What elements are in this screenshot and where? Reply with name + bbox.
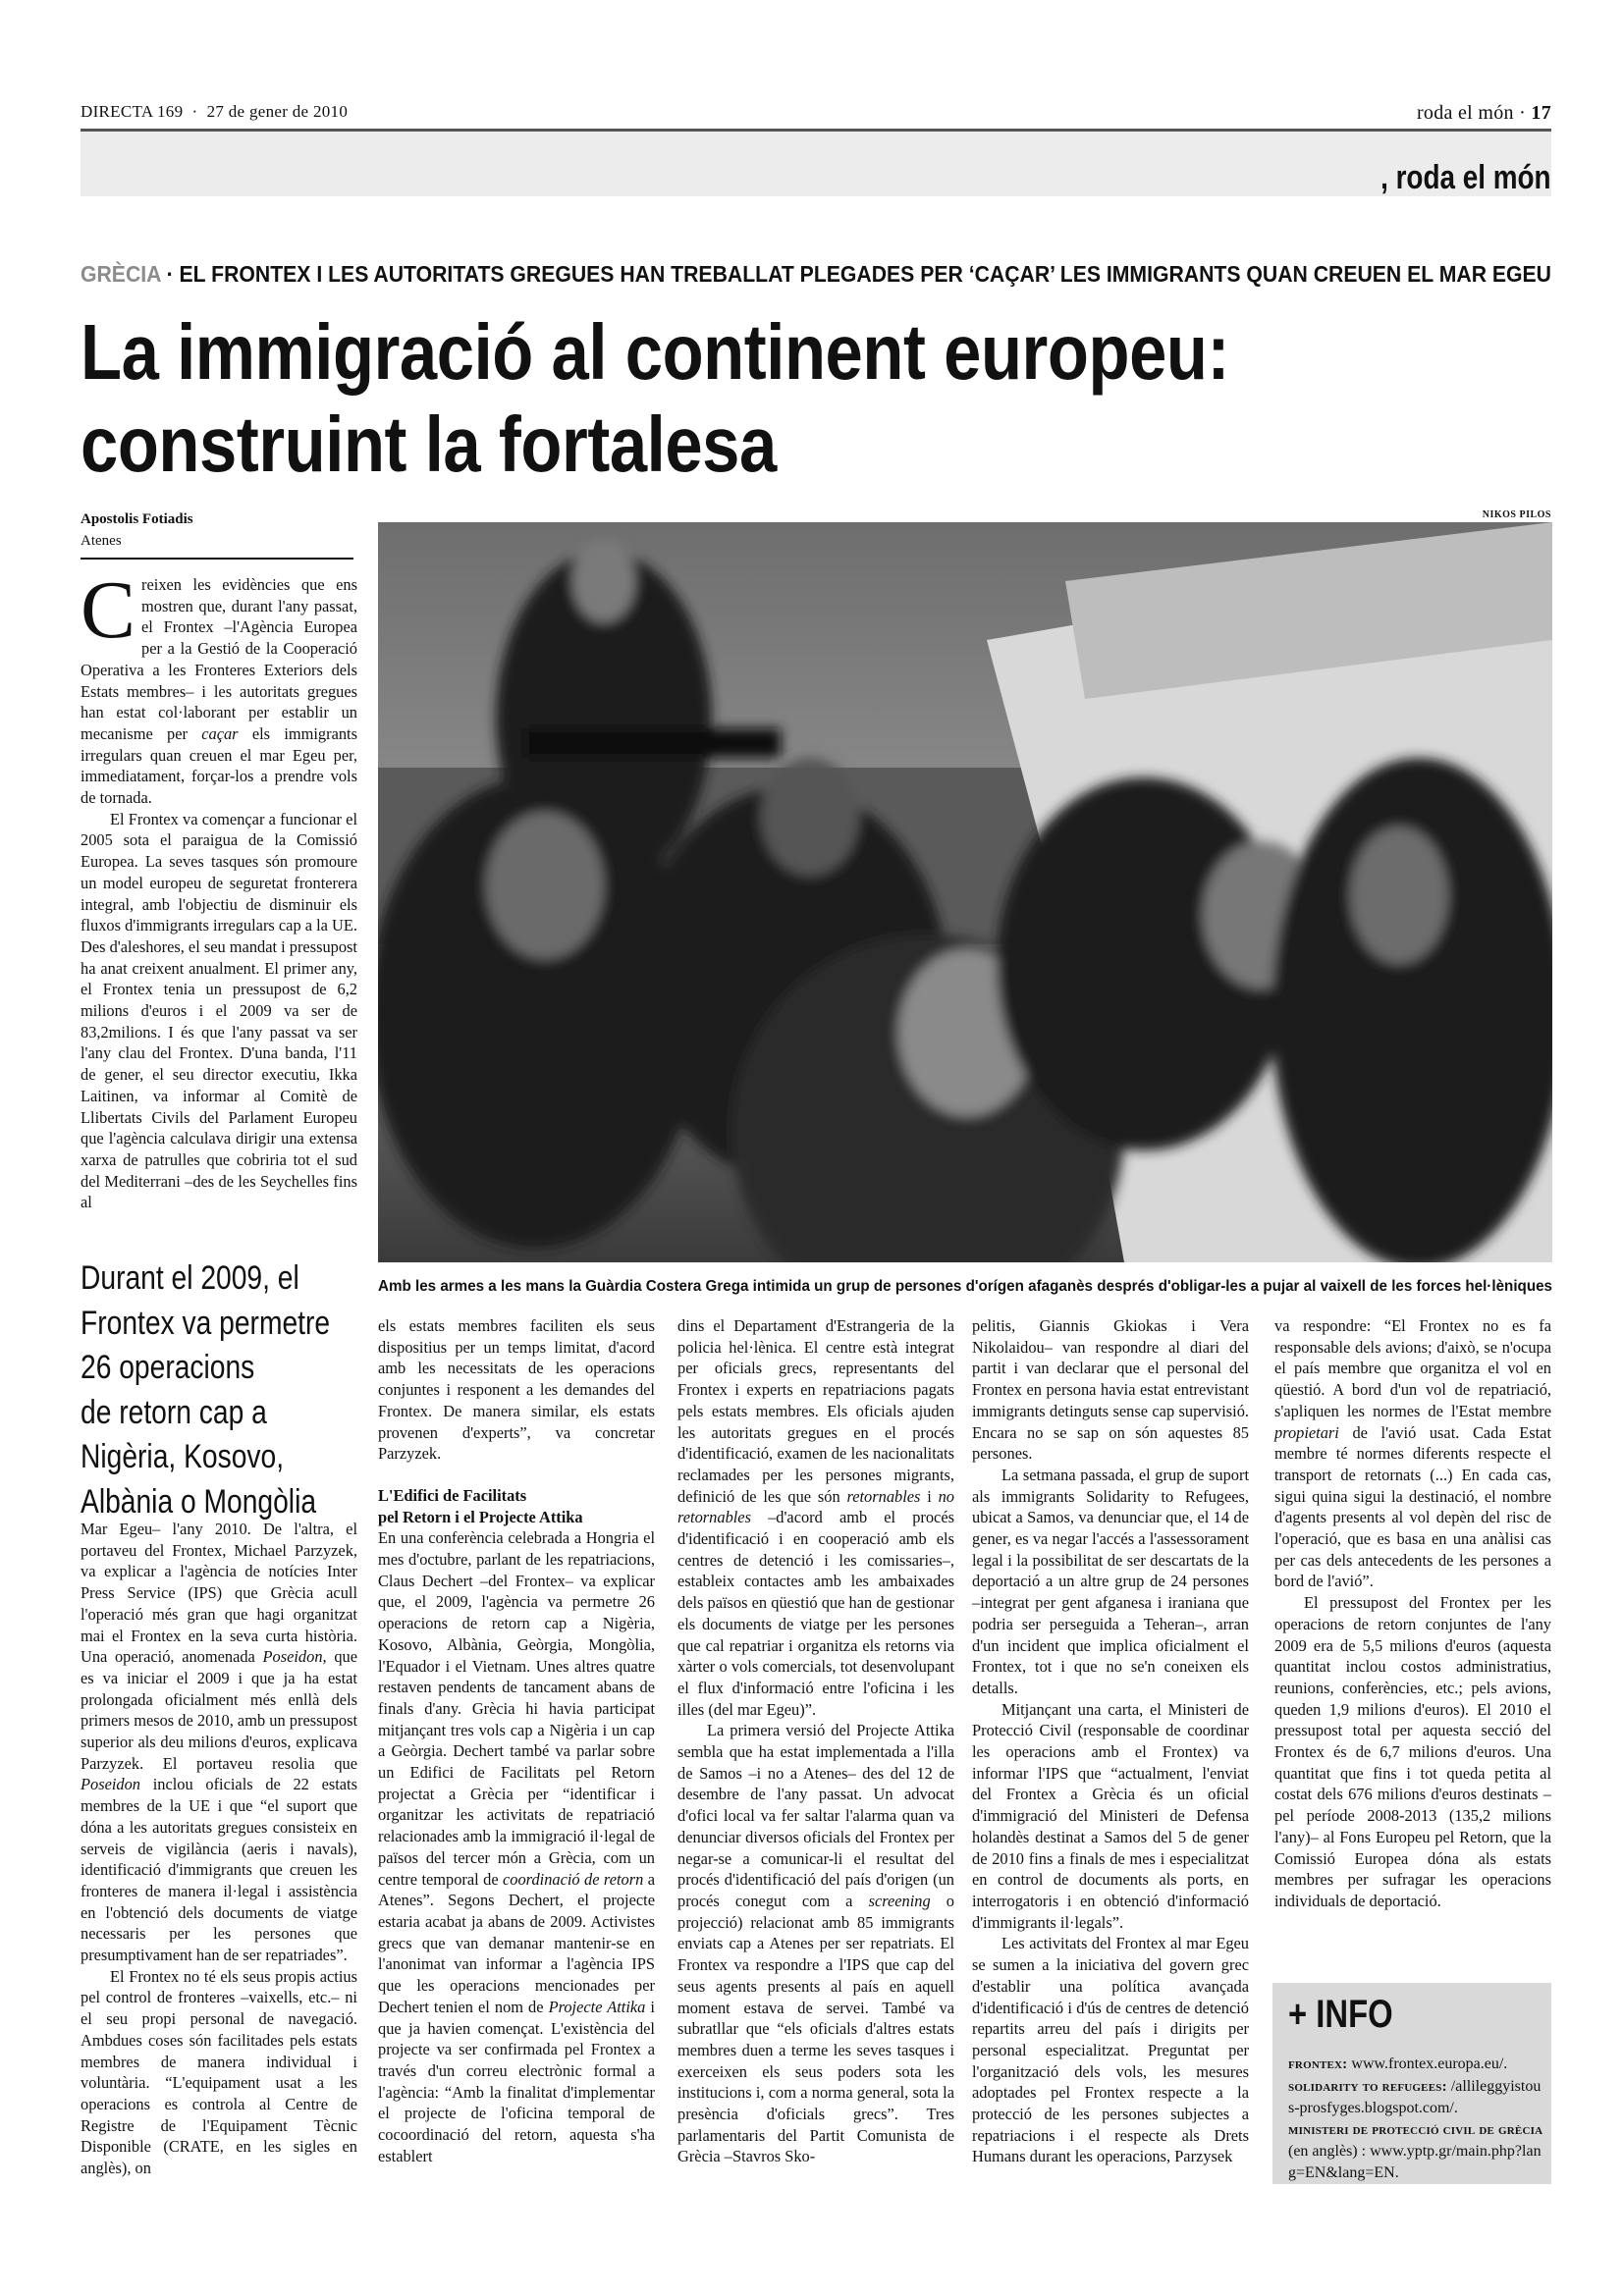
pull-quote-line: de retorn cap a (81, 1393, 267, 1431)
italic-term: screening (868, 1891, 931, 1910)
page-header (81, 98, 1551, 126)
issue-number: DIRECTA 169 (81, 102, 184, 121)
kicker-country: GRÈCIA (81, 261, 161, 287)
italic-term: Poseidon (262, 1647, 323, 1667)
subheading-line: L'Edifici de Facilitats (378, 1485, 527, 1505)
info-body (1288, 2054, 1545, 2183)
separator: · (191, 102, 198, 121)
photo-caption: Amb les armes a les mans la Guàrdia Costera Grega intimida un grup de persones d'orígen afaganès després d'obligar-les a pujar al vaixell de les forces hel·lèniques (378, 1278, 1552, 1295)
page-section (1417, 102, 1551, 125)
article-text (378, 1527, 655, 2166)
photo-image (378, 522, 1552, 1262)
article-photo (378, 522, 1552, 1262)
info-link[interactable]: /allileggyistous-prosfyges.blogspot.com/. (1288, 2077, 1542, 2116)
paragraph: La setmana passada, el grup de suport als immigrants Solidarity to Refugees, ubicat a Samos, va denunciar que, el 14 de gener, es va negar l'accés a l'assessorament legal i la possibilitat de ser descartats de la deportació a un altre grup de 24 persones –integrat per gent afganesa i iraniana que podria ser perseguida a Teheran–, arran d'un incident que implica oficialment el Frontex, tot i que no se'n coneixen els detalls. (972, 1465, 1249, 1697)
info-label: solidarity to refugees: (1288, 2078, 1447, 2095)
info-label: ministeri de protecció civil de grècia (1288, 2121, 1543, 2138)
author: Apostolis Fotiadis (81, 511, 193, 527)
column-4 (972, 1315, 1249, 2167)
kicker-text: · EL FRONTEX I LES AUTORITATS GREGUES HAN TREBALLAT PLEGADES PER ‘CAÇAR’ LES IMMIGRANTS QUAN CREUEN EL MAR EGEU (160, 261, 1551, 287)
paragraph: En una conferència celebrada a Hongria el mes d'octubre, parlant de les repatriacions, Claus Dechert –del Frontex– va explicar que, el 2009, l'agència va permetre 26 operacions de retorn cap a Nigèria, Kosovo, Albània, Geòrgia, Mongòlia, l'Equador i el Vietnam. Unes altres quatre restaven pendents de tancament abans de finals d'any. Grècia hi havia participat mitjançant tres vols cap a Nigèria i un cap a Geòrgia. Dechert també va parlar sobre un Edifici de Facilitats pel Retorn projectat a Grècia per “identificar i organitzar les activitats de repatriació relacionades amb la immigració il·legal de països del tercer món a Grècia, com un centre temporal de coordinació de retorn a Atenes”. Segons Dechert, el projecte estaria acabat ja abans de 2009. Activistes grecs que van demanar mantenir-se en l'anonimat van informar a l'agència IPS que les operacions mencionades per Dechert tenien el nom de Projecte Attika i que ja havien començat. L'existència del projecte va ser confirmada pel Frontex a través d'un correu electrònic formal a l'agència: “Amb la finalitat d'implementar el projecte de l'oficina temporal de cocoordinació del retorn, aquesta s'ha establert (378, 1528, 655, 2165)
italic-term: propietari (1274, 1422, 1339, 1442)
issue-date-text: 27 de gener de 2010 (206, 102, 349, 121)
photo-credit: NIKOS PILOS (1482, 509, 1551, 520)
separator: · (1519, 102, 1527, 124)
italic-term: retornables (846, 1486, 921, 1506)
paragraph: Les activitats del Frontex al mar Egeu se sumen a la iniciativa del govern grec d'establir una política avançada d'identificació i d'ús de centres de detenció repartits arreu del país i dirigits per personal especialitzat. Preguntat per l'organització dels vols, les mesures adoptades pel Frontex respecte a la protecció de les persones subjectes a repatriacions i el respecte als Drets Humans durant les operacions, Parzysek (972, 1934, 1249, 2166)
paragraph: El pressupost del Frontex per les operacions de retorn conjuntes de l'any 2009 era de 5,5 milions d'euros (aquesta quantitat inclou costos administratius, reunions, conferències, etc.; pels avions, queden 1,9 milions d'euros). El 2010 el pressupost total per aquesta secció del Frontex és de 6,7 milions d'euros. Una quantitat que fins i tot queda petita al costat dels 676 milions d'euros destinats –pel període 2008-2013 (135,2 milions l'any)– al Fons Europeu pel Retorn, que la Comissió Europea dóna als estats membres per sufragar les operacions individuals de deportació. (1274, 1593, 1551, 1910)
subheading-line: pel Retorn i el Projecte Attika (378, 1507, 583, 1526)
column-2 (378, 1315, 655, 2166)
section-label: roda el món (1416, 102, 1514, 124)
column-5 (1274, 1315, 1551, 1912)
info-box (1272, 1983, 1551, 2184)
article-text (972, 1315, 1249, 2167)
pull-quote-line: Durant el 2009, el (81, 1259, 299, 1297)
pull-quote-line: 26 operacions (81, 1349, 255, 1386)
column-3 (677, 1315, 954, 2167)
page-number: 17 (1531, 102, 1551, 124)
article-text (378, 1315, 655, 1465)
section-title: , roda el món (1380, 159, 1551, 196)
paragraph: La primera versió del Projecte Attika sembla que ha estat implementada a l'illa de Samos –i no a Atenes– des del 12 de desembre de l'any passat. Un advocat d'ofici local va fer saltar l'alarma quan va denunciar diversos oficials del Frontex per negar-se a comunicar-li el resultat del procés d'identificació del país d'origen (un procés conegut com a screening o projecció) relacionat amb 85 immigrants enviats cap a Atenes per ser repatriats. El Frontex va respondre a l'IPS que cap del seus agents presents al país en aquell moment estava de servei. També va subratllar que “els oficials d'altres estats membres duen a terme les seves tasques i exerceixen els seus poders sota les institucions i, com a norma general, sota la presència d'oficials grecs”. Tres parlamentaris del Partit Comunista de Grècia –Stavros Sko- (677, 1721, 954, 2166)
headline-line: La immigració al continent europeu: (81, 308, 1230, 396)
info-label: frontex: (1288, 2056, 1348, 2072)
location: Atenes (81, 533, 122, 549)
column-1-bottom (81, 1519, 357, 2179)
italic-term: caçar (201, 723, 239, 743)
headline-line: construint la fortalesa (81, 400, 777, 488)
italic-term: coordinació de retorn (503, 1869, 644, 1889)
subheading (378, 1485, 655, 1527)
italic-term: Projecte Attika (548, 1997, 646, 2016)
article-text (81, 564, 357, 1213)
pull-quote-line: Albània o Mongòlia (81, 1482, 317, 1521)
section-band (81, 132, 1551, 196)
article-text (677, 1315, 954, 2167)
article-text (81, 1519, 357, 2179)
paragraph: dins el Departament d'Estrangeria de la policia hel·lènica. El centre està integrat per oficials grecs, representants del Frontex i experts en repatriacions pagats pels estats membres. Els oficials ajuden les autoritats gregues en el procés d'identificació, examen de les nacionalitats reclamades per les persones migrants, definició de les que són retornables i no retornables –d'acord amb el procés d'identificació i en cooperació amb els centres de detenció i les comissaries–, estableix contactes amb les ambaixades dels països en qüestió que han de gestionar els documents de viatge per les persones que cal repatriar i organitza els retorns via xàrter o vols comercials, tot desenvolupant el flux d'informació entre l'oficina i les illes (del mar Egeu)”. (677, 1316, 954, 1719)
pull-quote-line: Frontex va permetre (81, 1304, 331, 1342)
drop-cap: C (81, 564, 136, 656)
info-title: + INFO (1288, 1993, 1393, 2036)
byline (81, 508, 353, 560)
paragraph: pelitis, Giannis Gkiokas i Vera Nikolaidou– van respondre al diari del partit i van declarar que el personal del Frontex en persona havia estat entrevistant immigrants detinguts sense cap supervisió. Encara no se sap on són aquestes 85 persones. (972, 1316, 1249, 1464)
headline (81, 306, 1229, 491)
info-link[interactable]: www.frontex.europa.eu/. (1347, 2056, 1508, 2072)
issue-date (81, 102, 348, 122)
paragraph: Mar Egeu– l'any 2010. De l'altra, el portaveu del Frontex, Michael Parzyzek, va explicar a l'agència de notícies Inter Press Service (IPS) que Grècia acull l'operació més gran que hagi organitzat mai el Frontex en la seva curta història. Una operació, anomenada Poseidon, que es va iniciar el 2009 i que ja ha estat prolongada oficialment més enllà dels primers mesos de 2010, amb un pressupost superior als deu milions d'euros, explicava Parzyzek. El portaveu resolia que Poseidon inclou oficials de 22 estats membres de la UE i que “el suport que dóna a les autoritats gregues consisteix en serveis de vigilància (aeris i navals), identificació d'immigrants que creuen les fronteres de manera il·legal i assistència en l'obtenció dels documents de viatge necessaris per les persones que presumptivament han de ser repatriades”. (81, 1520, 357, 1965)
paragraph: reixen les evidències que ens mostren que, durant l'any passat, el Frontex –l'Agència Europea per a la Gestió de la Cooperació Operativa a les Fronteres Exteriors dels Estats membres– i les autoritats gregues han estat col·laborant per establir un mecanisme per caçar els immigrants irregulars quan creuen el mar Egeu per, immediatament, forçar-los a prendre vols de tornada. (81, 575, 357, 808)
info-link[interactable]: (en anglès) : www.yptp.gr/main.php?lang=EN&lang=EN. (1288, 2143, 1542, 2181)
kicker (81, 261, 1551, 288)
paragraph: Mitjançant una carta, el Ministeri de Protecció Civil (responsable de coordinar les operacions amb el Frontex) va informar l'IPS que “actualment, l'enviat del Frontex a Grècia és un oficial d'immigració del Ministeri de Defensa holandès destinat a Samos del 5 de gener de 2010 fins a finals de mes i especialitzat en control de documents als ports, en interrogatoris i en obtenció d'informació d'immigrants il·legals”. (972, 1699, 1249, 1932)
italic-term: Poseidon (81, 1775, 141, 1794)
pull-quote (81, 1256, 357, 1524)
italic-term: no retornables (677, 1486, 954, 1527)
paragraph: El Frontex no té els seus propis actius pel control de fronteres –vaixells, etc.– ni el seu propi personal de navegació. Ambdues coses són facilitades pels estats membres de manera individual i voluntària. “L'equipament usat a les operacions es controla al Centre de Registre de l'Equipament Tècnic Disponible (CRATE, en les sigles en anglès), on (81, 1966, 357, 2178)
column-1-top (81, 564, 357, 1213)
paragraph: va respondre: “El Frontex no es fa responsable dels avions; d'això, se n'ocupa el país membre que organitza el vol en qüestió. A bord d'un vol de repatriació, s'apliquen les normes de l'Estat membre propietari de l'avió usat. Cada Estat membre té normes diferents respecte el transport de retornats (...) En cada cas, sigui quina sigui la destinació, el nombre d'agents presents al vol depèn del risc de l'operació, que es basa en una anàlisi cas per cas dels antecedents de les persones a bord de l'avió”. (1274, 1316, 1551, 1591)
article-text (1274, 1315, 1551, 1912)
paragraph: els estats membres faciliten els seus dispositius per un temps limitat, d'acord amb les necessitats de les operacions conjuntes i responent a les demandes del Frontex. De manera similar, els estats provenen d'experts”, va concretar Parzyzek. (378, 1316, 655, 1464)
pull-quote-line: Nigèria, Kosovo, (81, 1438, 285, 1475)
paragraph: El Frontex va començar a funcionar el 2005 sota el paraigua de la Comissió Europea. La seves tasques són promoure un model europeu de seguretat fronterera integral, amb l'objectiu de disminuir els fluxos d'immigrants irregulars cap a la UE. Des d'aleshores, el seu mandat i pressupost ha anat creixent anualment. El primer any, el Frontex tenia un pressupost de 6,2 milions d'euros i el 2009 va ser de 83,2milions. I és que l'any passat va ser l'any clau del Frontex. D'una banda, l'11 de gener, el seu director executiu, Ikka Laitinen, va informar al Comitè de Llibertats Civils del Parlament Europeu que l'agència calculava dirigir una extensa xarxa de patrulles que cobriria tot el sud del Mediterrani –des de les Seychelles fins al (81, 809, 357, 1212)
